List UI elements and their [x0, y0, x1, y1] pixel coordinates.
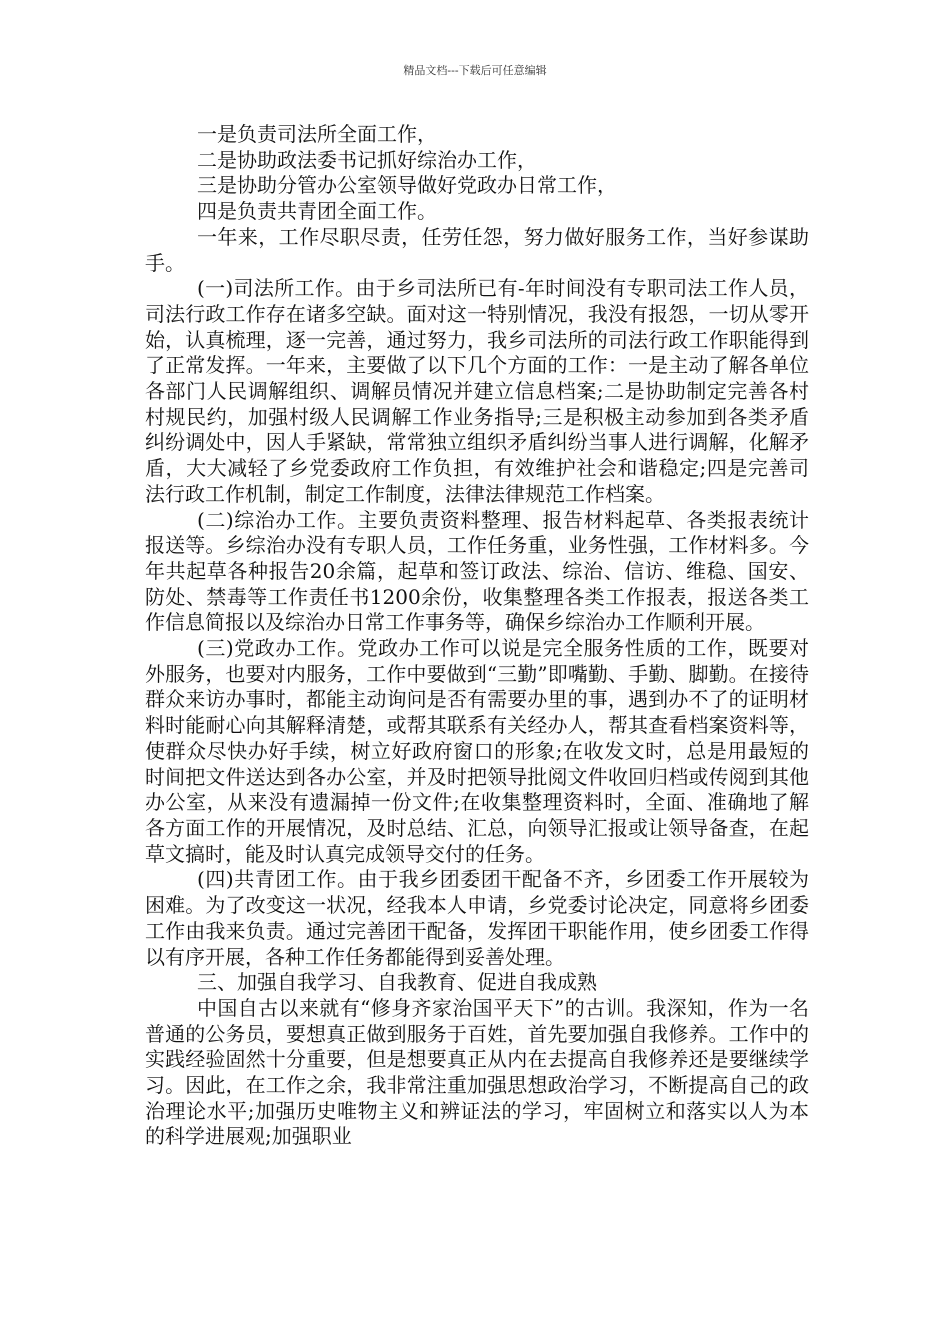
paragraph-judicial-office: (一)司法所工作。由于乡司法所已有-年时间没有专职司法工作人员，司法行政工作存在诸多空缺。面对这一特别情况，我没有报怨，一切从零开始，认真梳理，逐一完善，通过努力，我乡司法所的司法行政工作职能得到了正常发挥。一年来，主要做了以下几个方面的工作：一是主动了解各单位各部门人民调解组织、调解员情况并建立信息档案;二是协助制定完善各村村规民约，加强村级人民调解工作业务指导;三是积极主动参加到各类矛盾纠纷调处中，因人手紧缺，常常独立组织矛盾纠纷当事人进行调解，化解矛盾，大大减轻了乡党委政府工作负担，有效维护社会和谐稳定;四是完善司法行政工作机制，制定工作制度，法律法律规范工作档案。	[145, 276, 809, 506]
paragraph-comprehensive-office: (二)综治办工作。主要负责资料整理、报告材料起草、各类报表统计报送等。乡综治办没有专职人员，工作任务重，业务性强，工作材料多。今年共起草各种报告20余篇，起草和签订政法、综治、信访、维稳、国安、防处、禁毒等工作责任书1200余份，收集整理各类工作报表，报送各类工作信息简报以及综治办日常工作事务等，确保乡综治办工作顺利开展。	[145, 507, 809, 635]
paragraph-youth-league: (四)共青团工作。由于我乡团委团干配备不齐，乡团委工作开展较为困难。为了改变这一状况，经我本人申请，乡党委讨论决定，同意将乡团委工作由我来负责。通过完善团干配备，发挥团干职能作用，使乡团委工作得以有序开展，各种工作任务都能得到妥善处理。	[145, 867, 809, 969]
section-heading-self-study: 三、加强自我学习、自我教育、促进自我成熟	[197, 970, 597, 995]
paragraph-self-study: 中国自古以来就有“修身齐家治国平天下”的古训。我深知，作为一名普通的公务员，要想真正做到服务于百姓，首先要加强自我修养。工作中的实践经验固然十分重要，但是想要真正从内在去提高自我修养还是要继续学习。因此，在工作之余，我非常注重加强思想政治学习，不断提高自己的政治理论水平;加强历史唯物主义和辨证法的学习，牢固树立和落实以人为本的科学进展观;加强职业	[145, 995, 809, 1149]
paragraph-party-office: (三)党政办工作。党政办工作可以说是完全服务性质的工作，既要对外服务，也要对内服务，工作中要做到“三勤”即嘴勤、手勤、脚勤。在接待群众来访办事时，都能主动询问是否有需要办里的事，遇到办不了的证明材料时能耐心向其解释清楚，或帮其联系有关经办人，帮其查看档案资料等，使群众尽快办好手续，树立好政府窗口的形象;在收发文时，总是用最短的时间把文件送达到各办公室，并及时把领导批阅文件收回归档或传阅到其他办公室，从来没有遗漏掉一份文件;在收集整理资料时，全面、准确地了解各方面工作的开展情况，及时总结、汇总，向领导汇报或让领导备查，在起草文搞时，能及时认真完成领导交付的任务。	[145, 636, 809, 866]
paragraph-summary: 一年来，工作尽职尽责，任劳任怨，努力做好服务工作，当好参谋助手。	[145, 224, 809, 275]
paragraph-duty-2: 二是协助政法委书记抓好综治办工作，	[197, 147, 537, 172]
paragraph-duty-1: 一是负责司法所全面工作，	[197, 122, 437, 146]
paragraph-duty-4: 四是负责共青团全面工作。	[197, 199, 437, 224]
page-header: 精品文档---下载后可任意编辑	[403, 64, 547, 77]
document-body	[145, 122, 809, 1150]
paragraph-duty-3: 三是协助分管办公室领导做好党政办日常工作，	[197, 173, 617, 198]
